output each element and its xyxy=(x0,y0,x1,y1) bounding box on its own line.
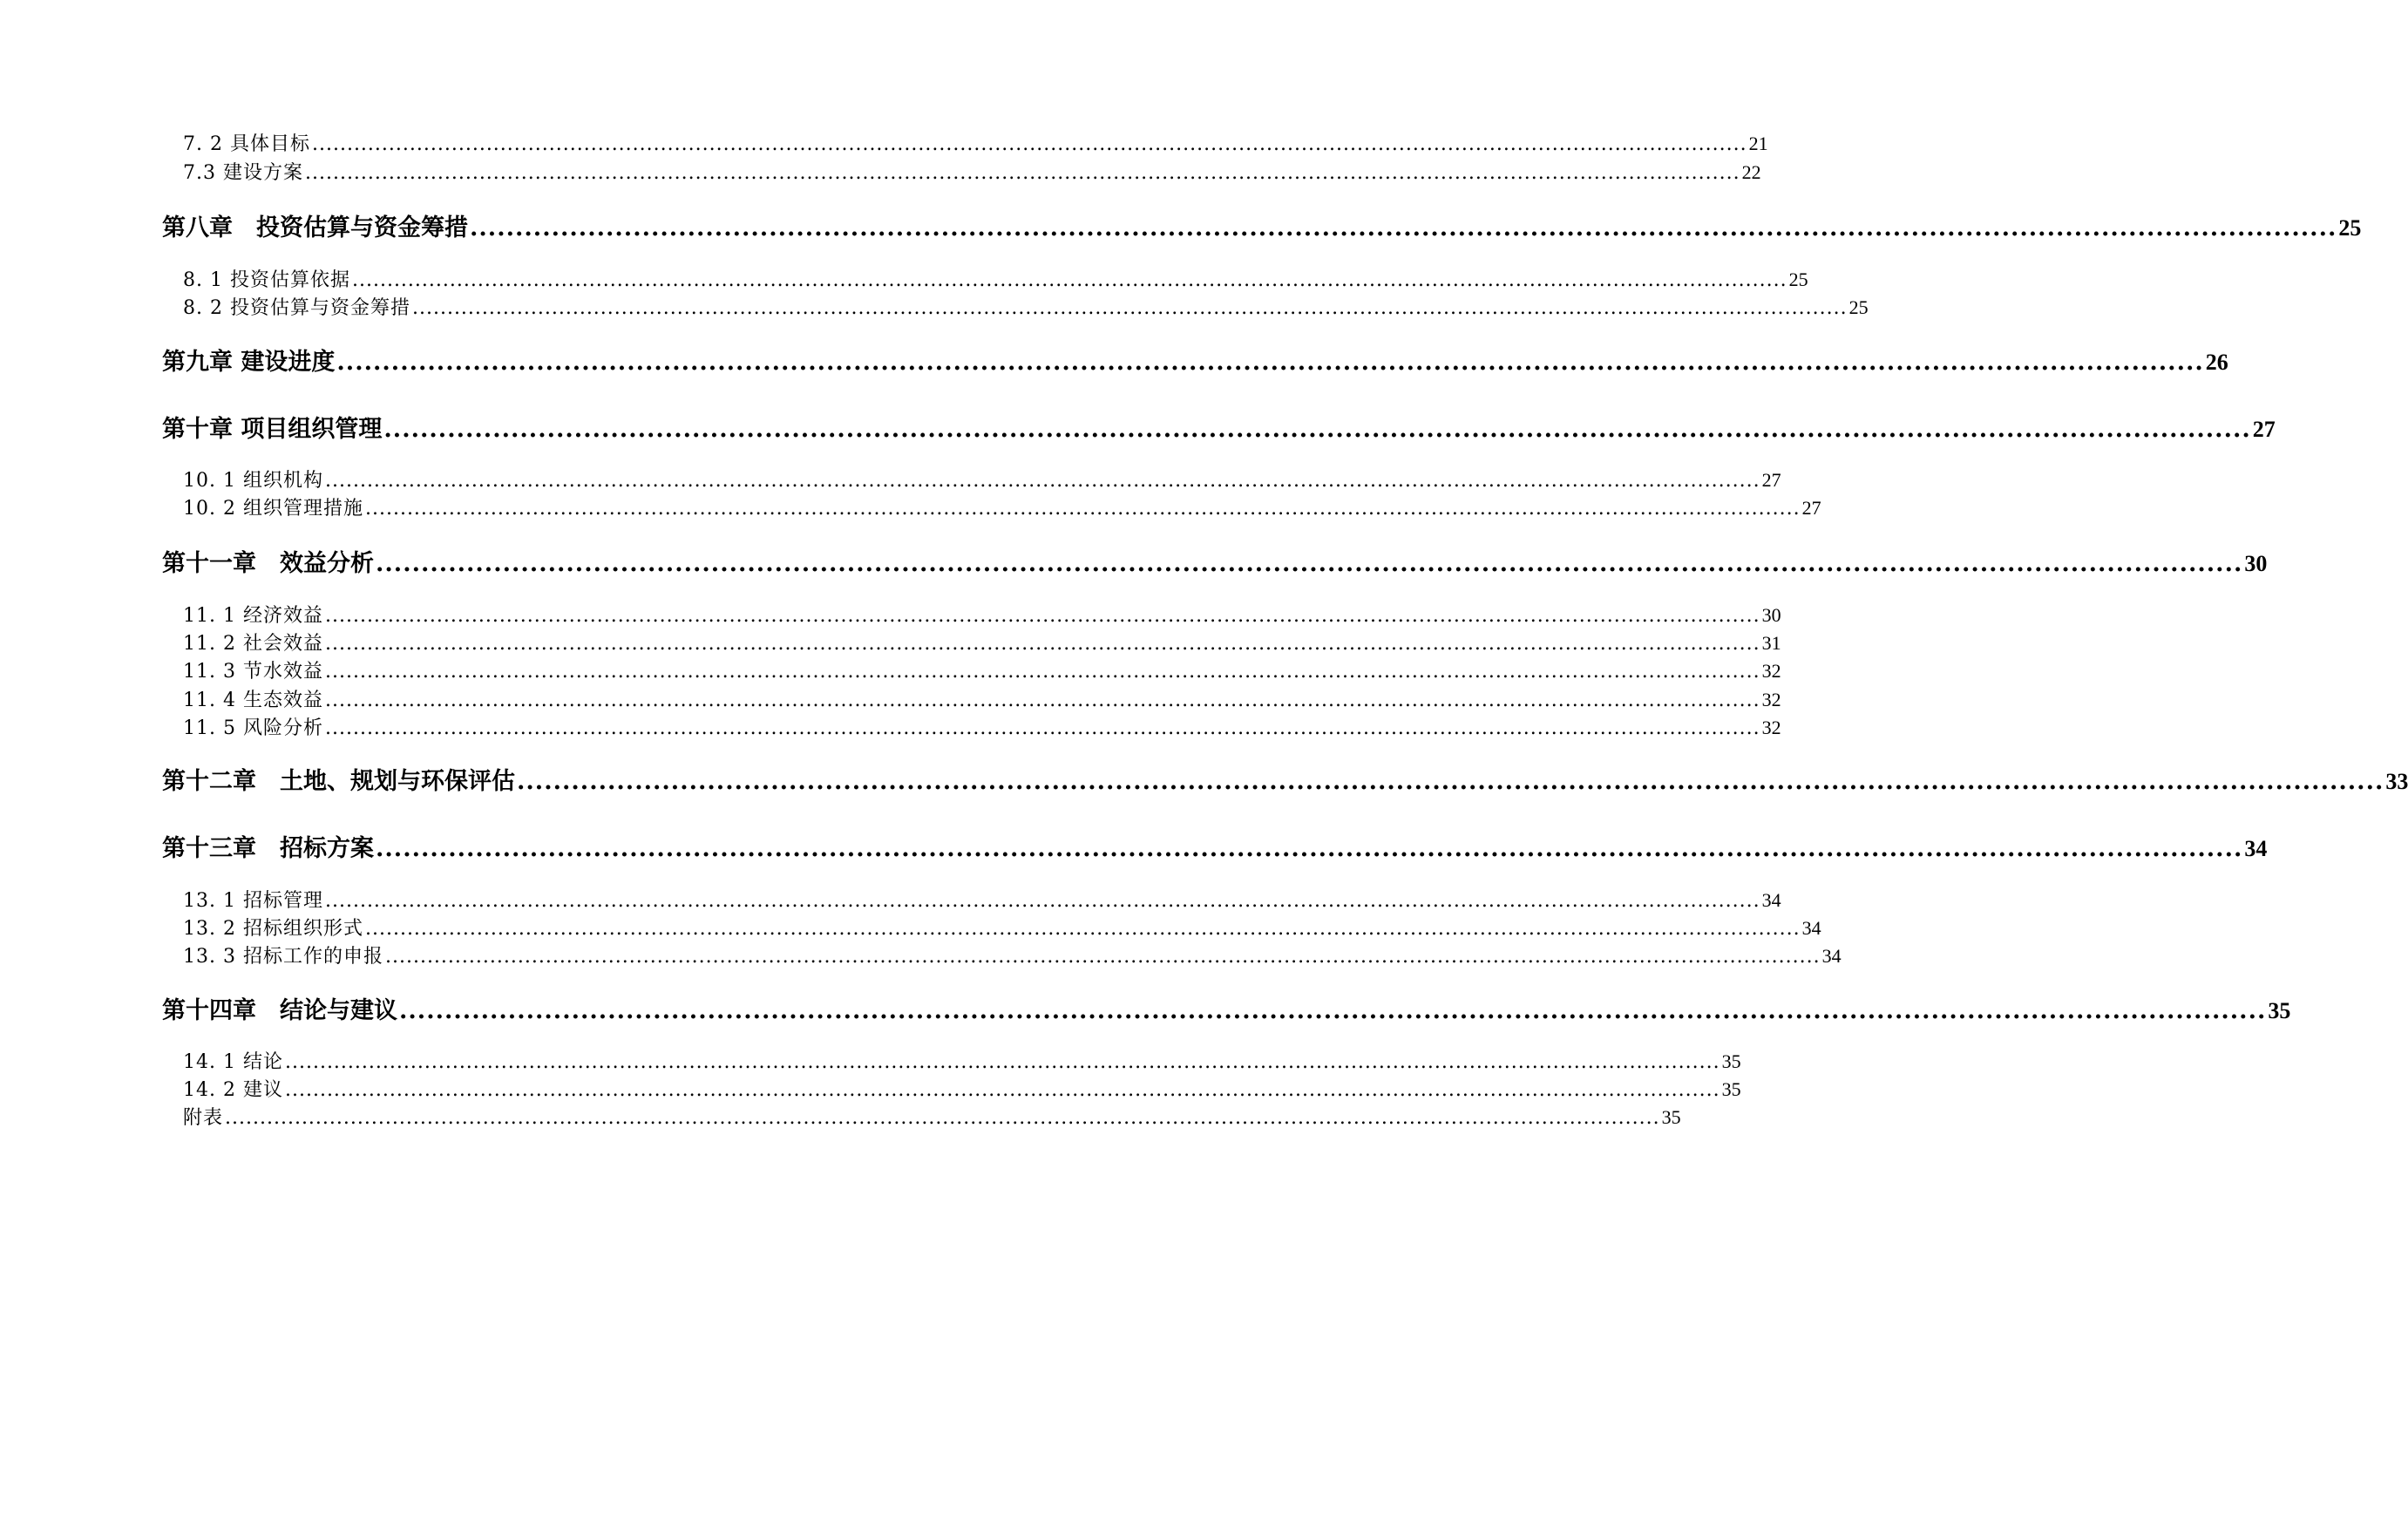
toc-leader: .............................................................................................................................................................................................................. xyxy=(376,835,2243,862)
toc-leader: .............................................................................................................................................................................................................. xyxy=(324,661,1760,683)
toc-entry[interactable] xyxy=(162,495,1821,522)
toc-page-number: 34 xyxy=(1761,889,1781,911)
toc-entry[interactable] xyxy=(162,943,1842,970)
toc-entry-title: 13. 3 招标工作的申报 xyxy=(183,946,383,968)
toc-leader: .............................................................................................................................................................................................................. xyxy=(383,416,2251,443)
toc-leader: .............................................................................................................................................................................................................. xyxy=(324,605,1760,627)
toc-entry-title: 14. 1 结论 xyxy=(183,1051,283,1073)
toc-entry-title: 14. 2 建议 xyxy=(183,1079,283,1101)
toc-chapter-title: 第八章 投资估算与资金筹措 xyxy=(162,214,468,241)
toc-entry-title: 11. 2 社会效益 xyxy=(183,633,323,655)
toc-leader: .............................................................................................................................................................................................................. xyxy=(364,918,1801,940)
toc-entry[interactable] xyxy=(162,1049,1741,1076)
toc-entry-title: 10. 2 组织管理措施 xyxy=(183,498,363,520)
toc-entry[interactable] xyxy=(162,131,1768,158)
toc-entry[interactable] xyxy=(162,295,1869,322)
toc-chapter-entry[interactable] xyxy=(162,213,2362,244)
toc-chapter-entry[interactable] xyxy=(162,347,2228,378)
toc-page-number: 27 xyxy=(1801,497,1821,519)
toc-leader: .............................................................................................................................................................................................................. xyxy=(324,690,1760,711)
toc-entry[interactable] xyxy=(162,658,1781,685)
toc-page-number: 25 xyxy=(1848,296,1869,318)
toc-entry-title: 13. 1 招标管理 xyxy=(183,890,323,912)
toc-chapter-title: 第九章 建设进度 xyxy=(162,349,336,376)
toc-leader: .............................................................................................................................................................................................................. xyxy=(284,1051,1720,1073)
toc-entry[interactable] xyxy=(162,267,1808,294)
toc-entry[interactable] xyxy=(162,687,1781,714)
toc-page-number: 32 xyxy=(1761,689,1781,710)
toc-entry[interactable] xyxy=(162,915,1821,942)
toc-entry-title: 8. 1 投资估算依据 xyxy=(183,269,350,291)
toc-entry[interactable] xyxy=(162,467,1781,494)
toc-leader: .............................................................................................................................................................................................................. xyxy=(351,269,1787,291)
toc-page-number: 35 xyxy=(1661,1106,1681,1128)
toc-leader: .............................................................................................................................................................................................................. xyxy=(304,162,1740,184)
toc-page-number: 34 xyxy=(1801,917,1821,939)
toc-page-number: 35 xyxy=(1721,1050,1741,1072)
toc-page-number: 22 xyxy=(1741,161,1761,183)
toc-page-number: 32 xyxy=(1761,660,1781,682)
toc-entry-title: 13. 2 招标组织形式 xyxy=(183,918,363,940)
toc-page-number: 21 xyxy=(1748,133,1768,154)
toc-entry-title: 10. 1 组织机构 xyxy=(183,470,323,492)
toc-entry[interactable] xyxy=(162,1104,1681,1131)
toc-chapter-title: 第十三章 招标方案 xyxy=(162,835,374,862)
toc-chapter-entry[interactable] xyxy=(162,766,2408,798)
toc-chapter-title: 第十四章 结论与建议 xyxy=(162,997,397,1024)
toc-entry-title: 11. 5 风险分析 xyxy=(183,717,323,739)
toc-entry-title: 7.3 建设方案 xyxy=(183,162,303,184)
toc-page-number: 35 xyxy=(1721,1078,1741,1100)
toc-entry[interactable] xyxy=(162,887,1781,914)
toc-entry[interactable] xyxy=(162,1077,1741,1104)
toc-leader: .............................................................................................................................................................................................................. xyxy=(336,349,2204,376)
toc-entry-title: 11. 4 生态效益 xyxy=(183,690,323,711)
toc-leader: .............................................................................................................................................................................................................. xyxy=(364,498,1801,520)
toc-page-number: 27 xyxy=(1761,469,1781,491)
toc-page-number: 31 xyxy=(1761,632,1781,654)
toc-leader: .............................................................................................................................................................................................................. xyxy=(225,1107,1660,1129)
toc-chapter-entry[interactable] xyxy=(162,996,2291,1027)
toc-chapter-entry[interactable] xyxy=(162,414,2276,445)
toc-page-number: 25 xyxy=(2338,215,2362,241)
toc-entry[interactable] xyxy=(162,602,1781,629)
toc-page-number: 34 xyxy=(2244,836,2268,861)
toc-leader: .............................................................................................................................................................................................................. xyxy=(311,133,1747,155)
toc-chapter-title: 第十章 项目组织管理 xyxy=(162,416,383,443)
toc-leader: .............................................................................................................................................................................................................. xyxy=(411,297,1848,319)
toc-page-number: 34 xyxy=(1821,945,1842,967)
toc-page-number: 30 xyxy=(2244,551,2268,576)
toc-leader: .............................................................................................................................................................................................................. xyxy=(324,890,1760,912)
toc-page-number: 32 xyxy=(1761,717,1781,738)
toc-leader: .............................................................................................................................................................................................................. xyxy=(376,550,2243,577)
toc-leader: .............................................................................................................................................................................................................. xyxy=(384,946,1821,968)
toc-leader: .............................................................................................................................................................................................................. xyxy=(284,1079,1720,1101)
toc-leader: .............................................................................................................................................................................................................. xyxy=(399,997,2267,1024)
toc-page-number: 25 xyxy=(1788,268,1808,290)
toc-entry-title: 8. 2 投资估算与资金筹措 xyxy=(183,297,410,319)
toc-chapter-title: 第十一章 效益分析 xyxy=(162,550,374,577)
toc-page-number: 33 xyxy=(2385,769,2408,794)
toc-entry-title: 7. 2 具体目标 xyxy=(183,133,310,155)
toc-leader: .............................................................................................................................................................................................................. xyxy=(324,470,1760,492)
toc-chapter-title: 第十二章 土地、规划与环保评估 xyxy=(162,768,515,795)
toc-entry-title: 11. 1 经济效益 xyxy=(183,605,323,627)
toc-entry[interactable] xyxy=(162,630,1781,657)
toc-entry-title: 附表 xyxy=(183,1107,224,1129)
toc-chapter-entry[interactable] xyxy=(162,548,2268,580)
toc-entry-title: 11. 3 节水效益 xyxy=(183,661,323,683)
toc-entry[interactable] xyxy=(162,715,1781,742)
toc-page-number: 35 xyxy=(2268,998,2291,1023)
toc-leader: .............................................................................................................................................................................................................. xyxy=(517,768,2384,795)
toc-leader: .............................................................................................................................................................................................................. xyxy=(324,633,1760,655)
toc-page-number: 26 xyxy=(2205,350,2228,375)
toc-leader: .............................................................................................................................................................................................................. xyxy=(470,214,2337,241)
toc-page-number: 27 xyxy=(2252,417,2276,442)
toc-chapter-entry[interactable] xyxy=(162,833,2268,865)
toc-entry[interactable] xyxy=(162,160,1761,187)
toc-page-number: 30 xyxy=(1761,604,1781,626)
toc-leader: .............................................................................................................................................................................................................. xyxy=(324,717,1760,739)
